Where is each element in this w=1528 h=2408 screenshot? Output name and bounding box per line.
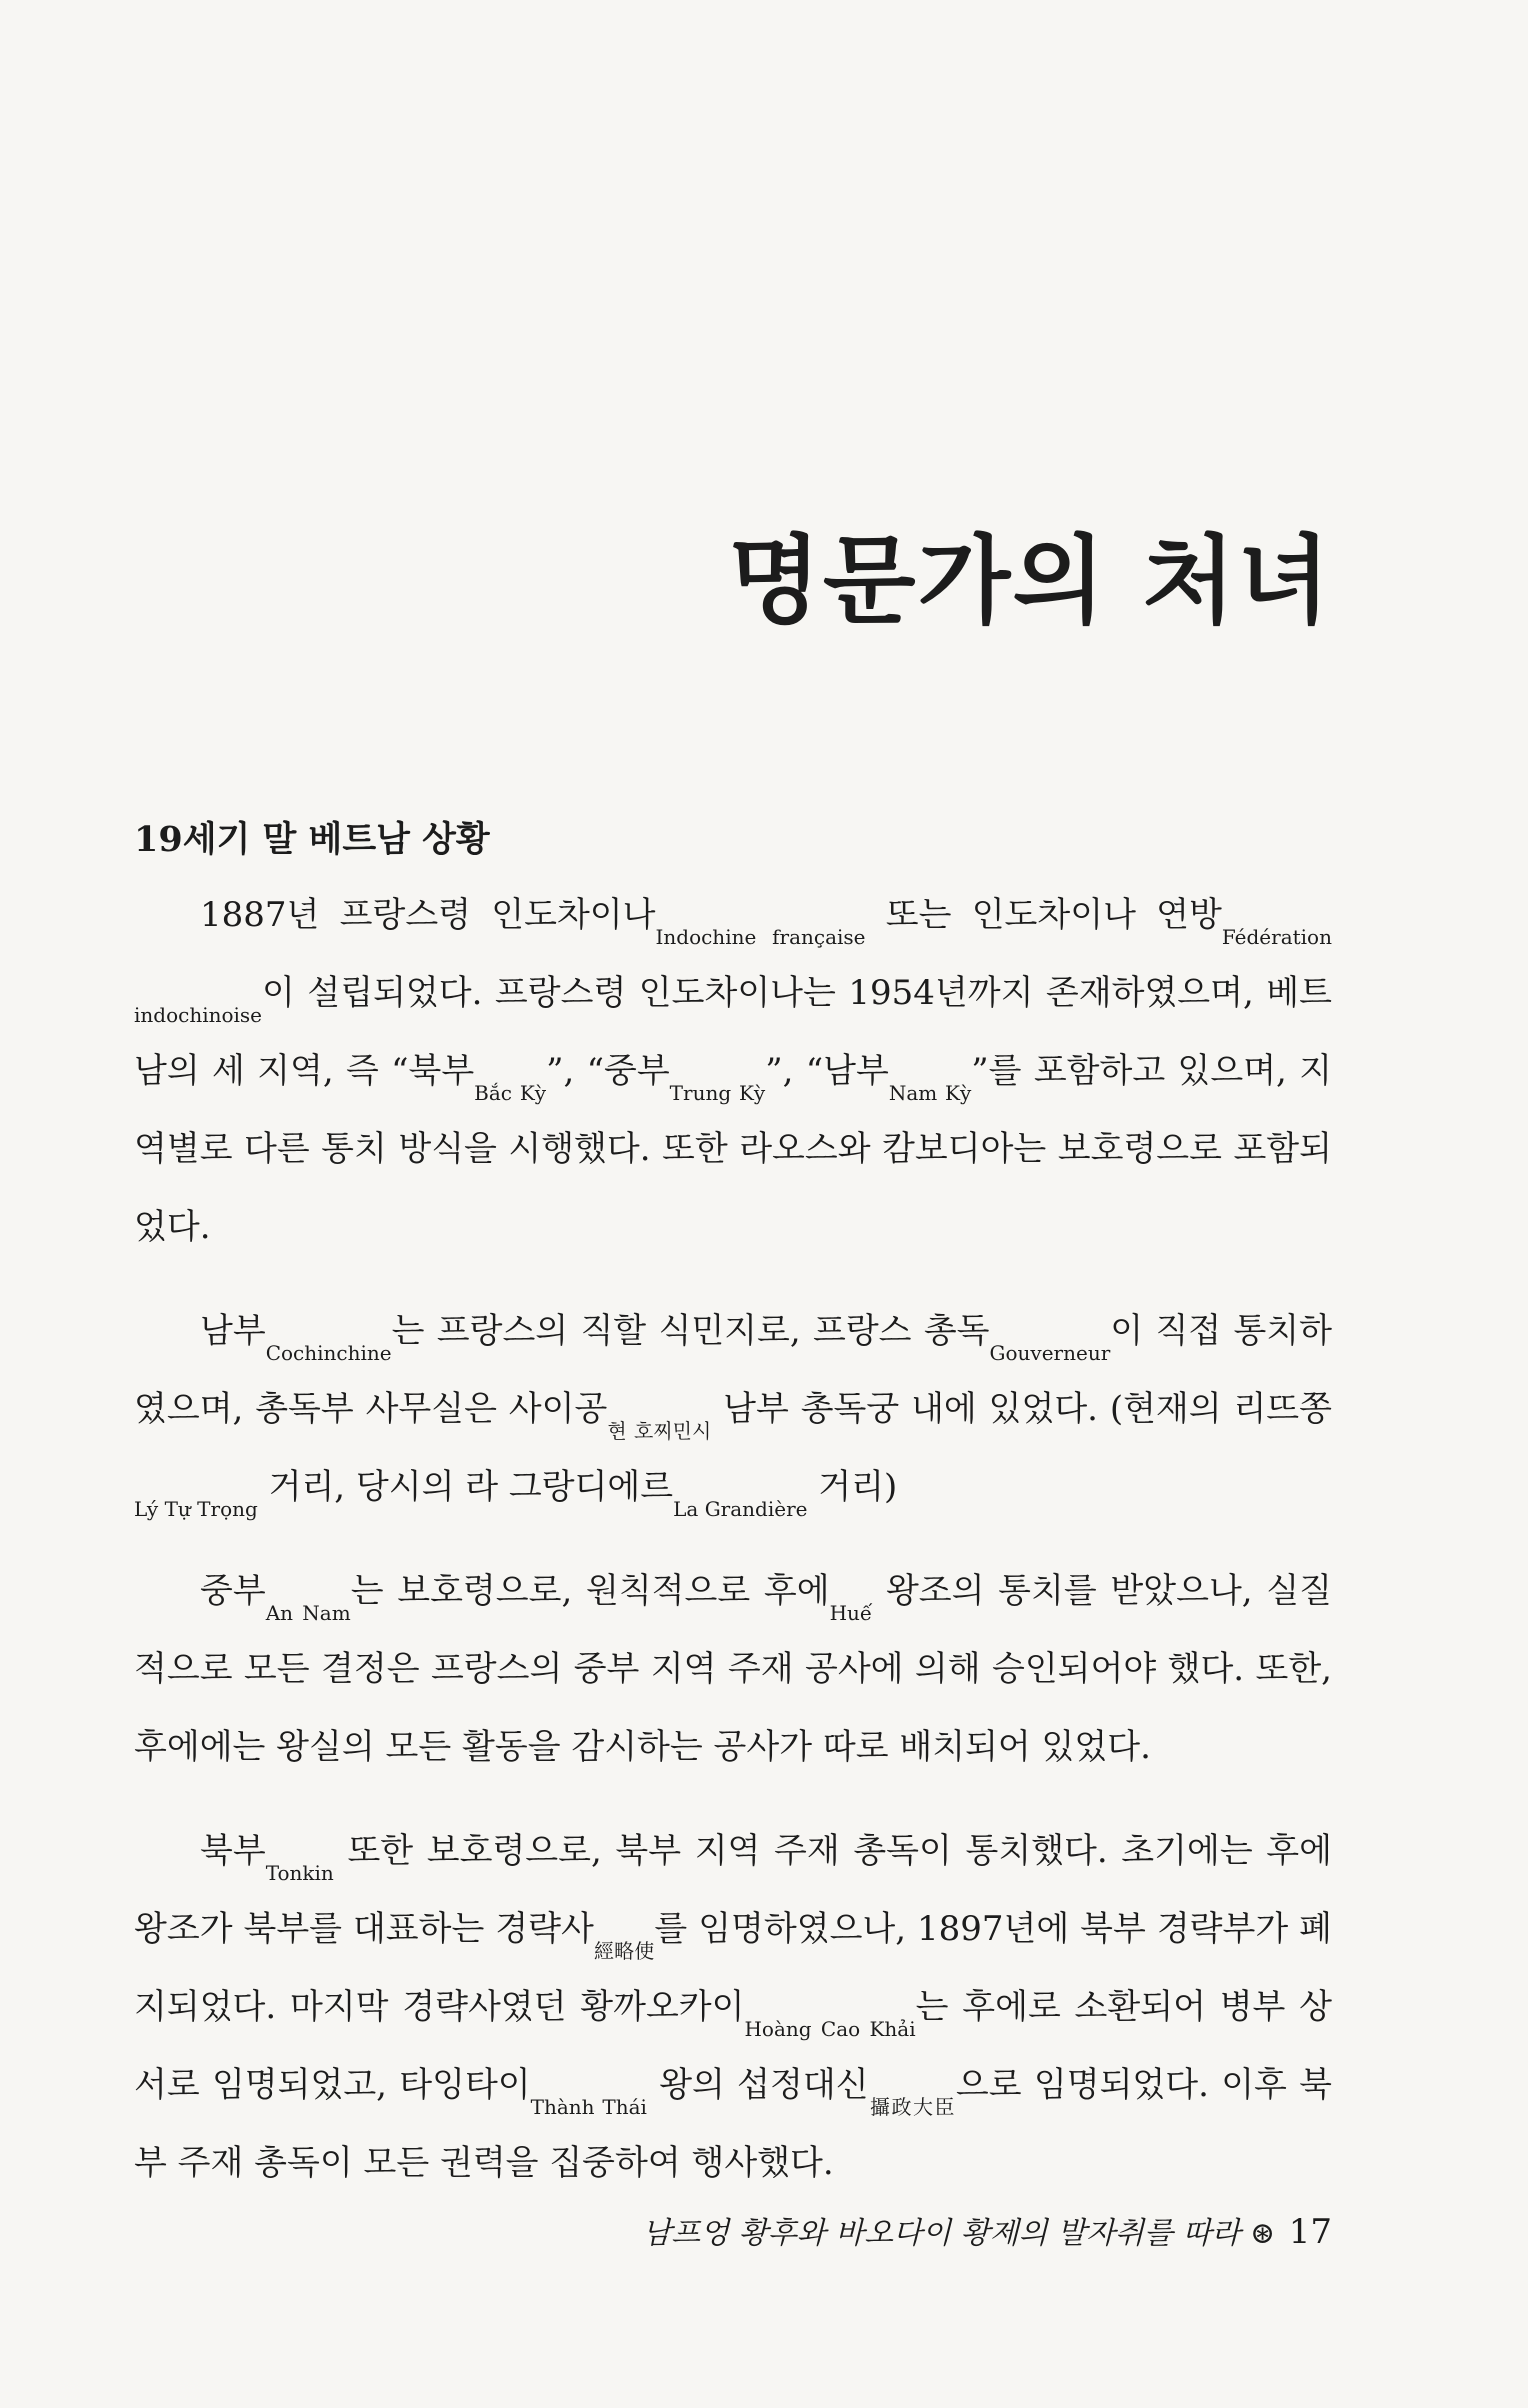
- gloss: 經略使: [593, 1939, 655, 1963]
- gloss: Thành Thái: [530, 2095, 647, 2119]
- text-run: 거리): [807, 1467, 898, 1507]
- text-run: 또는 인도차이나 연방: [865, 895, 1222, 935]
- section-heading: 19세기 말 베트남 상황: [134, 819, 490, 860]
- gloss: Cochinchine: [265, 1341, 392, 1365]
- gloss: Fédération indochinoise: [134, 925, 1332, 1027]
- gloss: Nam Kỳ: [888, 1081, 972, 1105]
- gloss: Gouverneur: [989, 1341, 1111, 1365]
- text-run: 남부 총독궁 내에 있었다. (현재의 리뜨쫑: [711, 1389, 1332, 1429]
- text-run: 이 설립되었다. 프랑스령 인도차이나는 1954년까지 존재하였으며, 베트남의 세 지역, 즉 “북부: [134, 973, 1332, 1091]
- text-run: 남부: [200, 1311, 266, 1351]
- text-run: 이 직접 통치하였으며, 총독부 사무실은 사이공: [134, 1311, 1332, 1429]
- running-title: 남프엉 황후와 바오다이 황제의 발자취를 따라: [642, 2216, 1241, 2251]
- text-run: ”, “중부: [546, 1051, 670, 1091]
- gloss: Lý Tự Trọng: [134, 1497, 258, 1521]
- gloss: Hoàng Cao Khải: [744, 2017, 916, 2041]
- gloss: Tonkin: [265, 1861, 334, 1885]
- page-footer: [642, 2208, 1332, 2252]
- gloss: La Grandière: [673, 1497, 808, 1521]
- text-run: 중부: [200, 1571, 266, 1611]
- chapter-title: 명문가의 처녀: [728, 524, 1332, 637]
- text-run: 는 보호령으로, 원칙적으로 후에: [350, 1571, 830, 1611]
- text-run: 1887년 프랑스령 인도차이나: [200, 895, 656, 935]
- text-run: ”를 포함하고 있으며, 지역별로 다른 통치 방식을 시행했다. 또한 라오스와 캄보디아는 보호령으로 포함되었다.: [134, 1051, 1332, 1247]
- text-run: 북부: [200, 1831, 266, 1871]
- paragraph: [134, 1812, 1332, 2202]
- gloss: Trung Kỳ: [669, 1081, 766, 1105]
- text-run: 거리, 당시의 라 그랑디에르: [257, 1467, 674, 1507]
- text-run: 를 임명하였으나, 1897년에 북부 경략부가 폐지되었다. 마지막 경략사였던 황까오카이: [134, 1909, 1332, 2027]
- gloss: 攝政大臣: [868, 2095, 956, 2119]
- page-marker-icon: ⊛: [1250, 2216, 1276, 2251]
- text-run: 왕의 섭정대신: [646, 2065, 869, 2105]
- text-run: 는 후에로 소환되어 병부 상서로 임명되었고, 타잉타이: [134, 1987, 1333, 2105]
- text-run: 으로 임명되었다. 이후 북부 주재 총독이 모든 권력을 집중하여 행사했다.: [134, 2065, 1333, 2183]
- text-run: 는 프랑스의 직할 식민지로, 프랑스 총독: [391, 1311, 990, 1351]
- gloss: An Nam: [265, 1601, 351, 1625]
- gloss: Huế: [829, 1601, 873, 1625]
- paragraph: [134, 1292, 1332, 1526]
- paragraph: [134, 1552, 1332, 1786]
- paragraph: [134, 876, 1332, 1266]
- gloss: Bắc Kỳ: [474, 1081, 547, 1105]
- body-text: [134, 876, 1332, 2228]
- gloss: 현 호찌민시: [607, 1419, 712, 1443]
- page-number: 17: [1288, 2212, 1332, 2252]
- text-run: ”, “남부: [765, 1051, 889, 1091]
- text-run: 왕조의 통치를 받았으나, 실질적으로 모든 결정은 프랑스의 중부 지역 주재 공사에 의해 승인되어야 했다. 또한, 후에에는 왕실의 모든 활동을 감시하는 공사가 따로 배치되어 있었다.: [134, 1571, 1333, 1767]
- text-run: 또한 보호령으로, 북부 지역 주재 총독이 통치했다. 초기에는 후에 왕조가 북부를 대표하는 경략사: [134, 1831, 1332, 1949]
- gloss: Indochine française: [655, 925, 866, 949]
